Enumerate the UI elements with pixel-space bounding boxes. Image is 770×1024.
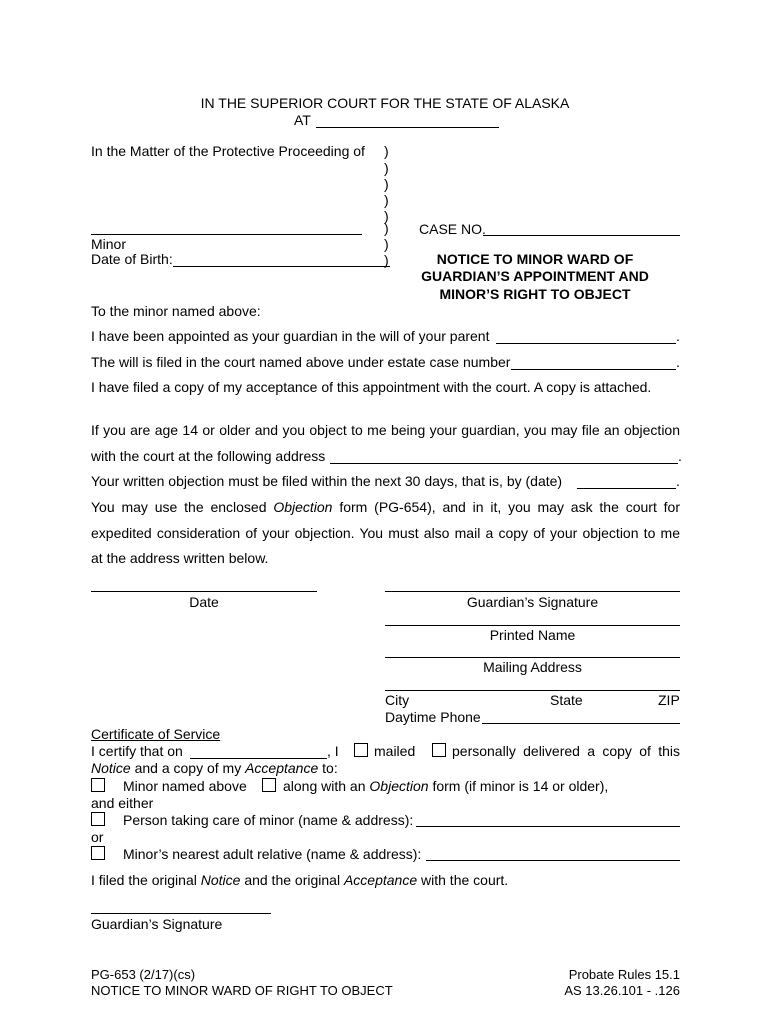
probate-rules: Probate Rules 15.1 — [568, 967, 680, 982]
paren: ) — [384, 192, 389, 208]
paren: ) — [384, 252, 389, 268]
title-line-2: GUARDIAN’S APPOINTMENT AND — [421, 268, 649, 284]
guardian-signature-label: Guardian’s Signature — [466, 594, 599, 610]
body-expedited-text: expedited consideration of your objection. You must also mail a copy of your objection to me — [91, 525, 680, 541]
matter-label: In the Matter of the Protective Proceeding of — [91, 143, 365, 159]
along-with-text: along with an — [283, 778, 366, 794]
and-either-label: and either — [91, 795, 154, 811]
printed-name-label: Printed Name — [489, 627, 576, 643]
zip-label: ZIP — [658, 692, 680, 708]
date-label: Date — [189, 594, 219, 610]
dob-field[interactable] — [173, 266, 390, 267]
guardian-signature-field[interactable] — [385, 591, 680, 592]
body-form-objection: Objection — [273, 499, 333, 515]
daytime-phone-label: Daytime Phone — [385, 709, 481, 725]
and-copy-text: and a copy of my — [134, 760, 242, 776]
paren: ) — [384, 208, 389, 224]
body-objection-text: If you are age 14 or older and you object to me being your guardian, you may file an objection — [91, 422, 680, 438]
form-number: PG-653 (2/17)(cs) — [91, 967, 196, 982]
period: . — [676, 328, 680, 344]
personally-delivered-label: personally delivered a copy of this — [452, 743, 680, 759]
personally-delivered-checkbox[interactable] — [432, 743, 446, 757]
body-form-text — [91, 499, 680, 516]
statute-reference: AS 13.26.101 - .126 — [564, 983, 680, 998]
dob-label: Date of Birth: — [91, 251, 173, 267]
minor-label: Minor — [91, 236, 127, 252]
body-estate-text: The will is filed in the court named above under estate case number — [91, 354, 511, 370]
body-acceptance-text: I have filed a copy of my acceptance of this appointment with the court. A copy is attached. — [91, 379, 652, 395]
mailing-address-field[interactable] — [385, 657, 680, 658]
person-taking-care-field[interactable] — [416, 826, 680, 827]
objection-form-line — [283, 778, 608, 795]
filed-acceptance: Acceptance — [343, 872, 418, 888]
body-address-below-text: at the address written below. — [91, 550, 269, 566]
minor-name-field[interactable] — [91, 234, 362, 235]
court-address-field[interactable] — [330, 463, 678, 464]
body-address-text: with the court at the following address — [91, 448, 326, 464]
filed-original-line — [91, 872, 508, 889]
at-label: AT — [294, 112, 311, 128]
mailed-label: mailed — [374, 743, 416, 759]
filed-c: with the court. — [421, 872, 509, 888]
nearest-relative-label: Minor’s nearest adult relative (name & address): — [123, 846, 422, 862]
comma-i: , I — [327, 743, 339, 759]
certificate-signature-field[interactable] — [91, 913, 271, 914]
filed-b: and the original — [244, 872, 341, 888]
paren: ) — [384, 236, 389, 252]
nearest-relative-checkbox[interactable] — [91, 846, 105, 860]
paren: ) — [384, 143, 389, 159]
state-label: State — [550, 692, 583, 708]
form-if-text: form (if minor is 14 or older), — [432, 778, 609, 794]
period: . — [676, 354, 680, 370]
certificate-signature-label: Guardian’s Signature — [91, 916, 223, 932]
date-field[interactable] — [91, 591, 317, 592]
filed-a: I filed the original — [91, 872, 197, 888]
objection-word: Objection — [369, 778, 429, 794]
minor-named-checkbox[interactable] — [91, 778, 105, 792]
paren: ) — [384, 160, 389, 176]
period: . — [676, 473, 680, 489]
body-deadline-text: Your written objection must be filed within the next 30 days, that is, by (date) — [91, 473, 563, 489]
minor-named-label: Minor named above — [123, 778, 247, 794]
filed-notice: Notice — [200, 872, 241, 888]
case-no-label: CASE NO. — [419, 221, 486, 237]
deadline-date-field[interactable] — [577, 488, 676, 489]
objection-form-checkbox[interactable] — [262, 778, 276, 792]
city-label: City — [385, 692, 410, 708]
service-date-field[interactable] — [190, 758, 327, 759]
body-form-text-c: form (PG-654), and in it, you may ask the court for — [339, 499, 681, 515]
printed-name-field[interactable] — [385, 625, 680, 626]
paren: ) — [384, 176, 389, 192]
mailed-checkbox[interactable] — [354, 743, 368, 757]
at-location-field[interactable] — [316, 127, 499, 128]
title-line-1: NOTICE TO MINOR WARD OF — [436, 251, 634, 267]
body-parent-text: I have been appointed as your guardian in the will of your parent — [91, 328, 490, 344]
title-line-3: MINOR’S RIGHT TO OBJECT — [439, 286, 631, 302]
parent-name-field[interactable] — [496, 343, 676, 344]
daytime-phone-field[interactable] — [482, 723, 680, 724]
notice-word: Notice — [91, 760, 131, 776]
court-heading: IN THE SUPERIOR COURT FOR THE STATE OF ALASKA — [200, 95, 570, 111]
person-taking-care-checkbox[interactable] — [91, 812, 105, 826]
nearest-relative-field[interactable] — [426, 860, 680, 861]
mailing-address-label: Mailing Address — [483, 659, 582, 675]
acceptance-word: Acceptance — [245, 760, 319, 776]
case-no-field[interactable] — [483, 235, 680, 236]
certify-label: I certify that on — [91, 743, 183, 759]
city-state-zip-field[interactable] — [385, 690, 680, 691]
estate-case-number-field[interactable] — [511, 369, 676, 370]
form-footer-title: NOTICE TO MINOR WARD OF RIGHT TO OBJECT — [91, 983, 393, 998]
person-taking-care-label: Person taking care of minor (name & address): — [123, 812, 414, 828]
certificate-heading: Certificate of Service — [91, 726, 221, 742]
or-label: or — [91, 829, 104, 845]
period: . — [678, 448, 682, 464]
to-text: to: — [322, 760, 338, 776]
salutation: To the minor named above: — [91, 303, 261, 319]
paren: ) — [384, 220, 389, 236]
body-form-text-a: You may use the enclosed — [91, 499, 267, 515]
notice-copy-line — [91, 760, 338, 777]
